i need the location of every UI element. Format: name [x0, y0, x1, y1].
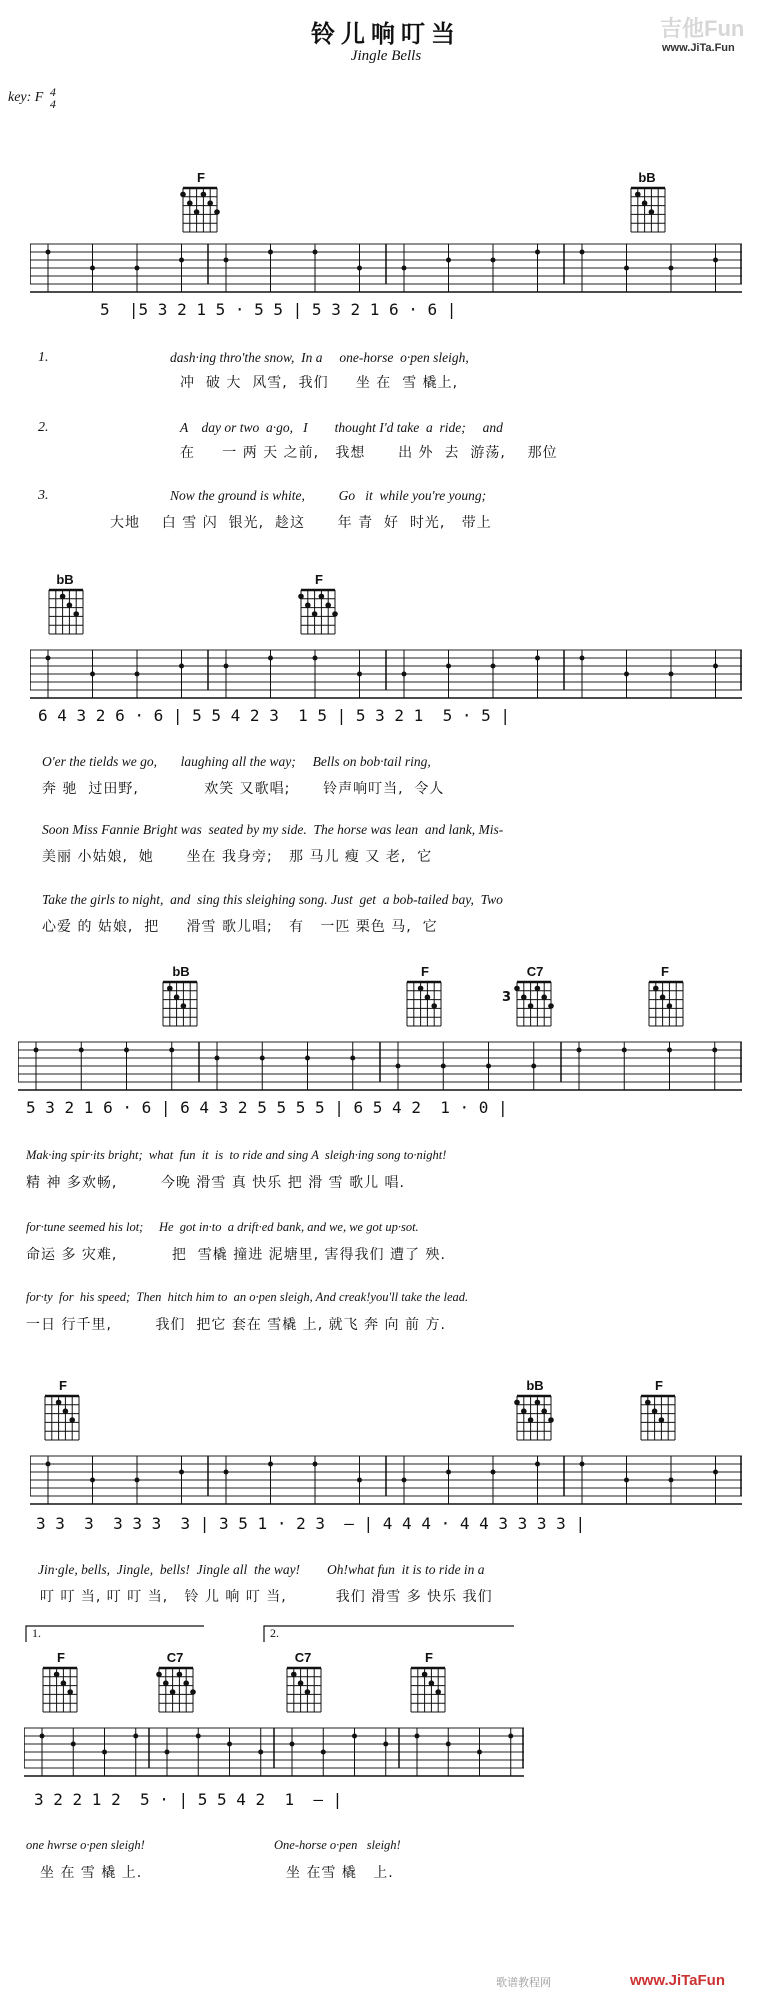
chord-dot [431, 1003, 437, 1009]
chord-dot [194, 209, 200, 215]
chord-dot [635, 192, 641, 198]
chord-dot [667, 1003, 673, 1009]
chord-dot [652, 1408, 658, 1414]
chord-dot [514, 986, 520, 992]
lyric-zh-3-2: 心爱 的 姑娘, 把 滑雪 歌儿唱; 有 一匹 栗色 马, 它 [42, 919, 438, 935]
verse-number-3: 3. [38, 488, 49, 503]
chord-dot [187, 200, 193, 206]
lyric-en-2-1: A day or two a·go, I thought I'd take a ride; and [180, 420, 503, 435]
chord-dot [67, 602, 73, 608]
tab-note [624, 1478, 629, 1483]
chord-dot [305, 1689, 311, 1695]
chord-f-label-4b: F [655, 1378, 663, 1393]
chord-dot [73, 611, 79, 617]
song-subtitle: Jingle Bells [350, 48, 422, 64]
tab-note [224, 664, 229, 669]
chord-diagram-f-4 [42, 1394, 82, 1442]
tab-note [669, 672, 674, 677]
tab-note [135, 1478, 140, 1483]
chord-dot [61, 1680, 67, 1686]
chord-dot [325, 602, 331, 608]
tab-note [531, 1064, 536, 1069]
chord-dot [642, 200, 648, 206]
jianpu-notes-3: 5 3 2 1 6 · 6 | 6 4 3 2 5 5 5 5 | 6 5 4 2 1 · 0 | [26, 1098, 508, 1117]
chord-dot [332, 611, 338, 617]
chord-diagram-f-2 [298, 588, 338, 636]
tab-staff-2 [30, 646, 742, 702]
chord-diagram-f-3b [646, 980, 686, 1028]
site-logo: 吉他Fun [660, 16, 745, 41]
tab-note [402, 266, 407, 271]
chord-c7-label-5b: C7 [294, 1650, 312, 1665]
chord-dot [163, 1680, 169, 1686]
lyric-zh-2-2: 美丽 小姑娘, 她 坐在 我身旁; 那 马儿 瘦 又 老, 它 [42, 849, 433, 865]
tab-note [383, 1742, 388, 1747]
tab-note [396, 1064, 401, 1069]
chord-dot [528, 1417, 534, 1423]
chord-diagram-bb [628, 186, 668, 234]
tab-note [313, 250, 318, 255]
chord-dot [69, 1417, 75, 1423]
key-label: key: F [8, 90, 44, 106]
lyric-en-2-2: Soon Miss Fannie Bright was seated by my side. The horse was lean and lank, Mis- [42, 822, 504, 837]
tab-note [133, 1734, 138, 1739]
tab-note [46, 1462, 51, 1467]
chord-dot [190, 1689, 196, 1695]
chord-dot [183, 1680, 189, 1686]
tab-note [90, 1478, 95, 1483]
chord-diagram-bb-3 [160, 980, 200, 1028]
tab-note [350, 1056, 355, 1061]
chord-dot [535, 1400, 541, 1406]
tab-note [622, 1048, 627, 1053]
tab-note [40, 1734, 45, 1739]
chord-dot [653, 986, 659, 992]
jianpu-notes-2: 6 4 3 2 6 · 6 | 5 5 4 2 3 1 5 | 5 3 2 1 5 · 5 | [38, 706, 511, 725]
chord-bb-label-3: bB [172, 964, 190, 979]
tab-note [713, 258, 718, 263]
chord-dot [305, 602, 311, 608]
tab-note [179, 258, 184, 263]
tab-note [491, 258, 496, 263]
tab-staff-1 [30, 240, 742, 296]
tab-note [179, 1470, 184, 1475]
chord-dot [156, 1672, 162, 1678]
tab-note [290, 1742, 295, 1747]
chord-dot [67, 1689, 73, 1695]
tab-note [491, 1470, 496, 1475]
tab-staff-3 [18, 1038, 742, 1094]
lyric-en-5-1: one hwrse o·pen sleigh! [26, 1838, 145, 1852]
tab-note [486, 1064, 491, 1069]
tab-note [305, 1056, 310, 1061]
tab-note [441, 1064, 446, 1069]
tab-note [508, 1734, 513, 1739]
chord-dot [170, 1689, 176, 1695]
site-logo-url: www.JiTa.Fun [662, 42, 735, 54]
chord-dot [312, 611, 318, 617]
tab-note [352, 1734, 357, 1739]
lyric-zh-2-1: 在 一 两 天 之前, 我想 出 外 去 游荡, 那位 [180, 445, 558, 461]
lyric-en-2-3: for·tune seemed his lot; He got in·to a drift·ed bank, and we, we got up·sot. [26, 1220, 419, 1234]
chord-dot [167, 986, 173, 992]
chord-dot [63, 1408, 69, 1414]
tab-note [124, 1048, 129, 1053]
chord-diagram-f-4b [638, 1394, 678, 1442]
chord-dot [660, 994, 666, 1000]
tab-note [169, 1048, 174, 1053]
lyric-en-1-1: dash·ing thro'the snow, In a one-horse o·pen sleigh, [170, 350, 469, 365]
lyric-zh-3-3: 一日 行千里, 我们 把它 套在 雪橇 上, 就飞 奔 向 前 方. [26, 1317, 446, 1333]
tab-note [580, 656, 585, 661]
tab-note [135, 266, 140, 271]
tab-note [535, 250, 540, 255]
tab-note [580, 250, 585, 255]
tab-note [357, 266, 362, 271]
lyric-zh-5-2: 坐 在雪 橇 上. [286, 1865, 394, 1881]
chord-dot [319, 594, 325, 600]
lyric-zh-1-1: 冲 破 大 风雪, 我们 坐 在 雪 橇上, [180, 375, 459, 391]
tab-note [402, 1478, 407, 1483]
tab-note [90, 672, 95, 677]
tab-note [321, 1750, 326, 1755]
tab-note [260, 1056, 265, 1061]
lyric-zh-1-3: 精 神 多欢畅, 今晚 滑雪 真 快乐 把 滑 雪 歌儿 唱. [26, 1175, 406, 1191]
chord-f-label-3: F [421, 964, 429, 979]
chord-dot [548, 1417, 554, 1423]
chord-c7-label-5: C7 [166, 1650, 184, 1665]
lyric-en-5-2: One-horse o·pen sleigh! [274, 1838, 401, 1852]
tab-note [268, 1462, 273, 1467]
chord-f-label-2: F [315, 572, 323, 587]
chord-diagram-bb-2 [46, 588, 86, 636]
tab-note [624, 672, 629, 677]
tab-note [713, 1470, 718, 1475]
tab-note [415, 1734, 420, 1739]
chord-dot [649, 209, 655, 215]
ending-1-label: 1. [32, 1626, 41, 1640]
tab-note [179, 664, 184, 669]
chord-dot [429, 1680, 435, 1686]
chord-f-label: F [197, 170, 205, 185]
tab-note [227, 1742, 232, 1747]
tab-note [669, 1478, 674, 1483]
verse-number-2: 2. [38, 420, 49, 435]
tab-note [713, 664, 718, 669]
tab-note [446, 1742, 451, 1747]
tab-staff-5 [24, 1724, 524, 1780]
tab-note [224, 258, 229, 263]
chord-dot [541, 994, 547, 1000]
chord-diagram-f-3 [404, 980, 444, 1028]
tab-note [135, 672, 140, 677]
lyric-en-3-1: Now the ground is white, Go it while you're young; [170, 488, 487, 503]
chord-dot [180, 192, 186, 198]
chord-bb-label-2: bB [56, 572, 74, 587]
chord-dot [214, 209, 220, 215]
chord-diagram-c7-5 [156, 1666, 196, 1714]
lyric-en-4: Jin·gle, bells, Jingle, bells! Jingle all the way! Oh!what fun it is to ride in a [38, 1562, 485, 1577]
tab-staff-4 [30, 1452, 742, 1508]
tab-note [268, 250, 273, 255]
time-signature [50, 86, 56, 110]
tab-note [669, 266, 674, 271]
tab-note [446, 1470, 451, 1475]
tab-note [268, 656, 273, 661]
verse-number-1: 1. [38, 350, 49, 365]
time-top: 4 [49, 85, 56, 99]
lyric-en-1-2: O'er the tields we go, laughing all the way; Bells on bob·tail ring, [42, 754, 431, 769]
chord-dot [659, 1417, 665, 1423]
chord-dot [177, 1672, 183, 1678]
chord-dot [418, 986, 424, 992]
lyric-zh-4: 叮 叮 当, 叮 叮 当, 铃 儿 响 叮 当, 我们 滑雪 多 快乐 我们 [40, 1589, 493, 1605]
tab-note [258, 1750, 263, 1755]
chord-diagram-f [180, 186, 220, 234]
chord-dot [425, 994, 431, 1000]
tab-note [535, 1462, 540, 1467]
tab-note [357, 1478, 362, 1483]
chord-dot [528, 1003, 534, 1009]
chord-f-label-3b: F [661, 964, 669, 979]
chord-f-label-5b: F [425, 1650, 433, 1665]
tab-note [477, 1750, 482, 1755]
tab-note [577, 1048, 582, 1053]
chord-dot [298, 594, 304, 600]
footer-watermark-text: 歌谱教程网 [496, 1976, 551, 1989]
lyric-en-3-2: Take the girls to night, and sing this sleighing song. Just get a bob-tailed bay, Two [42, 892, 503, 907]
chord-dot [422, 1672, 428, 1678]
chord-dot [541, 1408, 547, 1414]
chord-dot [548, 1003, 554, 1009]
jianpu-notes-4: 3 3 3 3 3 3 3 | 3 5 1 · 2 3 — | 4 4 4 · 4 4 3 3 3 3 | [36, 1514, 586, 1533]
tab-note [402, 672, 407, 677]
chord-bb-label-4: bB [526, 1378, 544, 1393]
tab-note [491, 664, 496, 669]
chord-diagram-c7-3 [514, 980, 554, 1028]
lyric-zh-1-2: 奔 驰 过田野, 欢笑 又歌唱; 铃声响叮当, 令人 [42, 781, 445, 797]
tab-note [313, 656, 318, 661]
chord-diagram-c7-5b [284, 1666, 324, 1714]
chord-dot [435, 1689, 441, 1695]
chord-bb-label: bB [638, 170, 656, 185]
tab-note [224, 1470, 229, 1475]
tab-note [71, 1742, 76, 1747]
chord-dot [56, 1400, 62, 1406]
chord-dot [60, 594, 66, 600]
chord-diagram-f-5b [408, 1666, 448, 1714]
tab-note [357, 672, 362, 677]
chord-dot [521, 994, 527, 1000]
tab-note [624, 266, 629, 271]
chord-dot [181, 1003, 187, 1009]
lyric-zh-5-1: 坐 在 雪 橇 上. [40, 1865, 143, 1881]
chord-dot [535, 986, 541, 992]
tab-note [102, 1750, 107, 1755]
tab-note [215, 1056, 220, 1061]
chord-f-label-4: F [59, 1378, 67, 1393]
chord-dot [54, 1672, 60, 1678]
tab-note [712, 1048, 717, 1053]
chord-diagram-f-5 [40, 1666, 80, 1714]
tab-note [446, 258, 451, 263]
key-signature [8, 86, 56, 110]
lyric-en-3-3: for·ty for his speed; Then hitch him to an o·pen sleigh, And creak!you'll take the lead. [26, 1290, 469, 1304]
tab-note [90, 266, 95, 271]
lyric-zh-3-1: 大地 白 雪 闪 银光, 趁这 年 青 好 时光, 带上 [110, 515, 492, 531]
lyric-zh-2-3: 命运 多 灾难, 把 雪橇 撞进 泥塘里, 害得我们 遭了 殃. [26, 1247, 446, 1263]
tab-note [46, 656, 51, 661]
chord-dot [201, 192, 207, 198]
tab-note [165, 1750, 170, 1755]
chord-dot [514, 1400, 520, 1406]
chord-dot [174, 994, 180, 1000]
chord-dot [291, 1672, 297, 1678]
chord-dot [645, 1400, 651, 1406]
chord-c7-label-3: C7 [526, 964, 544, 979]
time-bottom: 4 [49, 97, 56, 111]
jianpu-notes-5: 3 2 2 1 2 5 · | 5 5 4 2 1 — | [34, 1790, 343, 1809]
tab-note [535, 656, 540, 661]
lyric-en-1-3: Mak·ing spir·its bright; what fun it is to ride and sing A sleigh·ing song to·night! [26, 1148, 447, 1162]
tab-note [196, 1734, 201, 1739]
tab-note [79, 1048, 84, 1053]
song-title: 铃儿响叮当 [311, 19, 461, 48]
jianpu-notes-1: 5 |5 3 2 1 5 · 5 5 | 5 3 2 1 6 · 6 | [100, 300, 457, 319]
tab-note [313, 1462, 318, 1467]
tab-note [46, 250, 51, 255]
chord-dot [298, 1680, 304, 1686]
tab-note [580, 1462, 585, 1467]
chord-f-label-5: F [57, 1650, 65, 1665]
tab-note [667, 1048, 672, 1053]
chord-dot [521, 1408, 527, 1414]
tab-note [446, 664, 451, 669]
tab-note [34, 1048, 39, 1053]
chord-dot [207, 200, 213, 206]
chord-diagram-bb-4 [514, 1394, 554, 1442]
ending-2-label: 2. [270, 1626, 279, 1640]
footer-url: www.JiTaFun [630, 1972, 726, 1989]
fret-position-mark: 3 [502, 990, 512, 1005]
